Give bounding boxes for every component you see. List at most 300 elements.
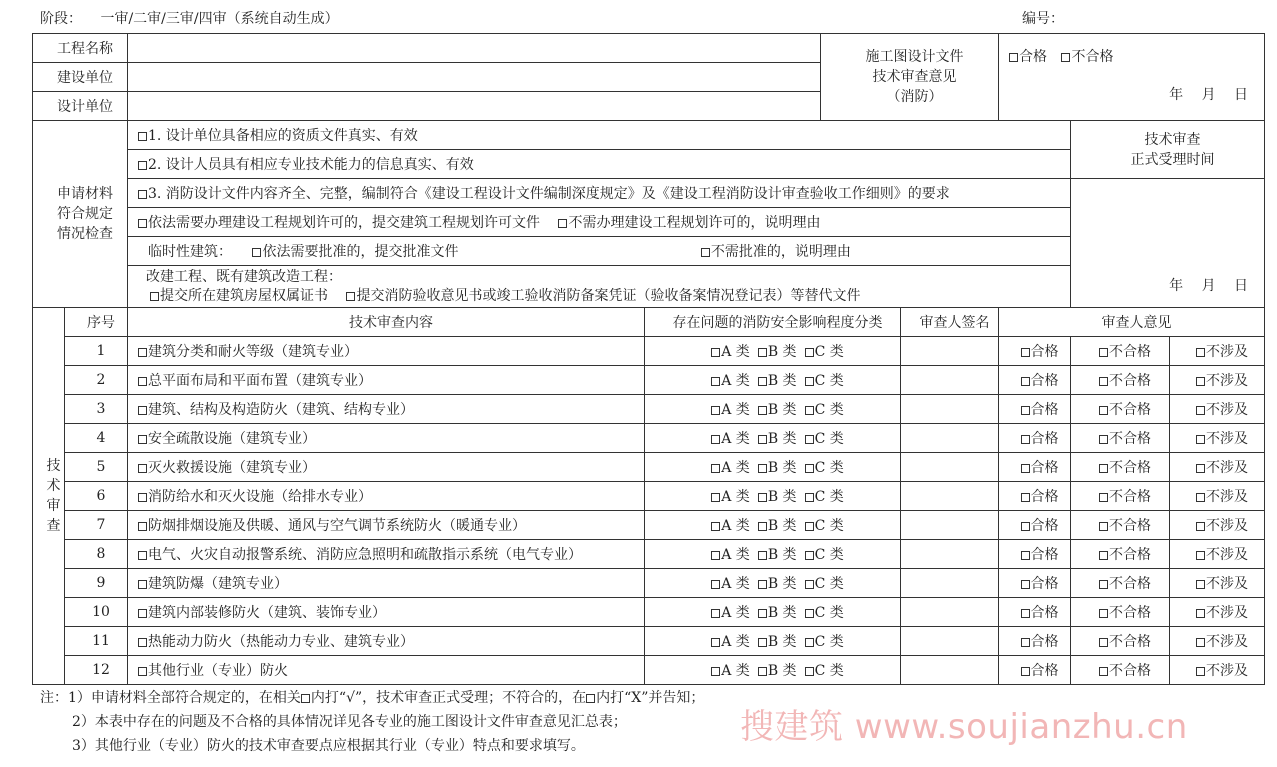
opinion-option-cell — [999, 656, 1071, 685]
row-content-text: 建筑、结构及构造防火（建筑、结构专业） — [148, 402, 414, 418]
severity-checkbox[interactable] — [711, 435, 720, 444]
opinion-label: 合格 — [1030, 605, 1059, 621]
severity-checkbox[interactable] — [805, 348, 814, 357]
builder-label: 建设单位 — [33, 63, 128, 92]
opinion-option-cell — [1071, 540, 1170, 569]
opinion-option-cell — [1170, 337, 1265, 366]
severity-checkbox[interactable] — [758, 493, 767, 502]
permit-b-text: 不需办理建设工程规划许可的，说明理由 — [568, 215, 821, 231]
note-1-part-a: 注：1）申请材料全部符合规定的，在相关 — [40, 690, 301, 706]
opinion-label: 不合格 — [1109, 373, 1152, 389]
severity-option — [805, 576, 844, 592]
opinion-label: 不涉及 — [1206, 431, 1249, 447]
builder-field[interactable] — [128, 63, 821, 92]
col-header-severity: 存在问题的消防安全影响程度分类 — [645, 308, 901, 337]
opinion-option-cell — [1170, 656, 1265, 685]
opinion-option-cell — [999, 569, 1071, 598]
accept-time-label — [1071, 121, 1265, 179]
severity-checkbox[interactable] — [805, 580, 814, 589]
severity-checkbox[interactable] — [805, 609, 814, 618]
signature-field[interactable] — [901, 569, 999, 598]
temp-a-text: 依法需要批准的，提交批准文件 — [262, 244, 459, 260]
opinion-checkbox[interactable] — [1021, 493, 1030, 502]
opinion-checkbox[interactable] — [1021, 522, 1030, 531]
row-content-text: 建筑防爆（建筑专业） — [148, 576, 288, 592]
signature-field[interactable] — [901, 627, 999, 656]
review-row — [33, 424, 1265, 453]
severity-option — [805, 344, 844, 360]
opinion-label: 不涉及 — [1206, 460, 1249, 476]
opinion-label: 不涉及 — [1206, 402, 1249, 418]
severity-label: B 类 — [767, 576, 797, 592]
opinion-option-cell — [1170, 453, 1265, 482]
content-checkbox[interactable] — [138, 580, 147, 589]
severity-checkbox[interactable] — [805, 493, 814, 502]
opinion-option-cell — [999, 453, 1071, 482]
opinion-checkbox[interactable] — [1099, 435, 1108, 444]
opinion-checkbox[interactable] — [1099, 580, 1108, 589]
severity-checkbox[interactable] — [711, 551, 720, 560]
designer-field[interactable] — [128, 92, 821, 121]
severity-option — [758, 373, 797, 389]
content-checkbox[interactable] — [138, 609, 147, 618]
opinion-checkbox[interactable] — [1099, 667, 1108, 676]
severity-cell — [645, 598, 901, 627]
opinion-checkbox[interactable] — [1196, 406, 1205, 415]
severity-option — [711, 431, 750, 447]
col-header-no: 序号 — [65, 308, 128, 337]
severity-checkbox[interactable] — [711, 464, 720, 473]
opinion-checkbox[interactable] — [1196, 348, 1205, 357]
renovation-a-text: 提交所在建筑房屋权属证书 — [160, 287, 328, 304]
opinion-option-cell — [999, 424, 1071, 453]
opinion-label: 不合格 — [1109, 460, 1152, 476]
material-1-text: 1. 设计单位具备相应的资质文件真实、有效 — [148, 128, 418, 144]
severity-cell — [645, 366, 901, 395]
opinion-checkbox[interactable] — [1021, 551, 1030, 560]
opinion-cell — [999, 34, 1265, 121]
accept-time-line-1: 技术审查 — [1144, 131, 1201, 148]
opinion-option-cell — [1170, 395, 1265, 424]
opinion-label: 合格 — [1030, 547, 1059, 563]
row-content-text: 消防给水和灭火设施（给排水专业） — [148, 489, 372, 505]
signature-field[interactable] — [901, 366, 999, 395]
severity-label: A 类 — [721, 402, 750, 418]
opinion-option-cell — [999, 366, 1071, 395]
content-checkbox[interactable] — [138, 493, 147, 502]
severity-option — [758, 344, 797, 360]
content-checkbox[interactable] — [138, 667, 147, 676]
row-number: 2 — [65, 366, 128, 395]
opinion-option-cell — [1071, 366, 1170, 395]
severity-label: B 类 — [767, 518, 797, 534]
severity-checkbox[interactable] — [805, 464, 814, 473]
row-content — [128, 511, 645, 540]
signature-field[interactable] — [901, 511, 999, 540]
stage-value: 一审/二审/三审/四审（系统自动生成） — [100, 11, 339, 27]
severity-label: C 类 — [814, 460, 844, 476]
severity-checkbox[interactable] — [758, 377, 767, 386]
pass-label: 合格 — [1019, 49, 1048, 65]
opinion-checkbox[interactable] — [1099, 522, 1108, 531]
watermark-logo: 搜建筑 www.soujianzhu.cn — [740, 707, 1188, 747]
opinion-checkbox[interactable] — [1099, 464, 1108, 473]
row-number: 7 — [65, 511, 128, 540]
opinion-checkbox[interactable] — [1196, 609, 1205, 618]
severity-cell — [645, 395, 901, 424]
opinion-checkbox[interactable] — [1021, 435, 1030, 444]
row-content — [128, 540, 645, 569]
severity-checkbox[interactable] — [758, 435, 767, 444]
col-header-opinion: 审查人意见 — [999, 308, 1265, 337]
review-side-label — [33, 308, 65, 685]
opinion-option-cell — [1170, 511, 1265, 540]
row-content — [128, 656, 645, 685]
severity-label: B 类 — [767, 460, 797, 476]
fail-checkbox[interactable] — [1061, 53, 1070, 62]
severity-option — [758, 605, 797, 621]
severity-option — [805, 460, 844, 476]
row-content — [128, 453, 645, 482]
severity-label: A 类 — [721, 489, 750, 505]
renovation-a-checkbox[interactable] — [150, 292, 159, 301]
opinion-option-cell — [1071, 511, 1170, 540]
severity-label: C 类 — [814, 634, 844, 650]
review-row — [33, 366, 1265, 395]
row-content — [128, 569, 645, 598]
review-row — [33, 337, 1265, 366]
severity-checkbox[interactable] — [805, 638, 814, 647]
severity-label: B 类 — [767, 547, 797, 563]
opinion-option-cell — [1071, 627, 1170, 656]
severity-checkbox[interactable] — [758, 609, 767, 618]
content-checkbox[interactable] — [138, 377, 147, 386]
severity-option — [711, 489, 750, 505]
severity-checkbox[interactable] — [711, 522, 720, 531]
content-checkbox[interactable] — [138, 406, 147, 415]
severity-option — [758, 518, 797, 534]
opinion-label: 不合格 — [1109, 344, 1152, 360]
row-content — [128, 598, 645, 627]
content-checkbox[interactable] — [138, 348, 147, 357]
opinion-checkbox[interactable] — [1196, 667, 1205, 676]
severity-option — [758, 431, 797, 447]
opinion-label: 不合格 — [1109, 576, 1152, 592]
row-content-text: 其他行业（专业）防火 — [148, 663, 288, 679]
note-1-part-c: 内打“X”并告知； — [596, 690, 705, 706]
opinion-checkbox[interactable] — [1021, 667, 1030, 676]
signature-field[interactable] — [901, 540, 999, 569]
opinion-option-cell — [1170, 482, 1265, 511]
review-row — [33, 569, 1265, 598]
permit-b-checkbox[interactable] — [558, 219, 567, 228]
opinion-checkbox[interactable] — [1021, 638, 1030, 647]
materials-label-line-3: 情况检查 — [57, 226, 113, 242]
signature-field[interactable] — [901, 453, 999, 482]
severity-checkbox[interactable] — [758, 638, 767, 647]
opinion-label: 不涉及 — [1206, 605, 1249, 621]
opinion-checkbox[interactable] — [1021, 580, 1030, 589]
renovation-b-checkbox[interactable] — [346, 292, 355, 301]
severity-cell — [645, 453, 901, 482]
opinion-option-cell — [1170, 366, 1265, 395]
material-2-checkbox[interactable] — [138, 161, 147, 170]
severity-option — [805, 431, 844, 447]
review-row — [33, 511, 1265, 540]
severity-checkbox[interactable] — [805, 667, 814, 676]
row-number: 9 — [65, 569, 128, 598]
opinion-label: 不合格 — [1109, 518, 1152, 534]
severity-label: A 类 — [721, 634, 750, 650]
severity-option — [711, 518, 750, 534]
severity-cell — [645, 569, 901, 598]
opinion-checkbox[interactable] — [1196, 377, 1205, 386]
severity-label: B 类 — [767, 373, 797, 389]
row-content — [128, 627, 645, 656]
severity-label: C 类 — [814, 518, 844, 534]
severity-label: B 类 — [767, 344, 797, 360]
content-checkbox[interactable] — [138, 522, 147, 531]
severity-checkbox[interactable] — [711, 638, 720, 647]
severity-option — [805, 373, 844, 389]
severity-checkbox[interactable] — [758, 580, 767, 589]
designer-label: 设计单位 — [33, 92, 128, 121]
renovation-row — [128, 266, 1071, 308]
severity-checkbox[interactable] — [711, 580, 720, 589]
accept-day-label: 日 — [1234, 278, 1249, 294]
severity-checkbox[interactable] — [805, 377, 814, 386]
row-number: 4 — [65, 424, 128, 453]
material-item-3 — [128, 179, 1071, 208]
severity-checkbox[interactable] — [758, 522, 767, 531]
severity-label: C 类 — [814, 344, 844, 360]
opinion-checkbox[interactable] — [1196, 435, 1205, 444]
opinion-checkbox[interactable] — [1099, 638, 1108, 647]
content-checkbox[interactable] — [138, 464, 147, 473]
opinion-option-cell — [1170, 569, 1265, 598]
opinion-checkbox[interactable] — [1196, 522, 1205, 531]
opinion-label: 合格 — [1030, 431, 1059, 447]
opinion-checkbox[interactable] — [1021, 406, 1030, 415]
opinion-checkbox[interactable] — [1021, 464, 1030, 473]
opinion-label: 不涉及 — [1206, 547, 1249, 563]
opinion-checkbox[interactable] — [1021, 348, 1030, 357]
note-checkbox-icon — [301, 694, 310, 703]
severity-cell — [645, 511, 901, 540]
severity-label: C 类 — [814, 576, 844, 592]
opinion-option-cell — [1071, 424, 1170, 453]
opinion-label: 合格 — [1030, 402, 1059, 418]
side-char-3: 审 — [46, 498, 61, 514]
signature-field[interactable] — [901, 598, 999, 627]
severity-cell — [645, 540, 901, 569]
opinion-label: 不合格 — [1109, 663, 1152, 679]
opinion-label: 合格 — [1030, 634, 1059, 650]
material-2-text: 2. 设计人员具有相应专业技术能力的信息真实、有效 — [148, 157, 474, 173]
renovation-label: 改建工程、既有建筑改造工程： — [146, 268, 342, 285]
severity-checkbox[interactable] — [805, 406, 814, 415]
severity-label: C 类 — [814, 663, 844, 679]
severity-label: A 类 — [721, 373, 750, 389]
fail-label: 不合格 — [1071, 49, 1114, 65]
opinion-option-cell — [1071, 337, 1170, 366]
review-row — [33, 482, 1265, 511]
row-number: 1 — [65, 337, 128, 366]
severity-label: B 类 — [767, 663, 797, 679]
severity-checkbox[interactable] — [711, 377, 720, 386]
opinion-label: 不涉及 — [1206, 518, 1249, 534]
opinion-checkbox[interactable] — [1099, 609, 1108, 618]
row-number: 6 — [65, 482, 128, 511]
opinion-option-cell — [1170, 540, 1265, 569]
opinion-label: 合格 — [1030, 576, 1059, 592]
content-checkbox[interactable] — [138, 638, 147, 647]
severity-label: A 类 — [721, 518, 750, 534]
opinion-checkbox[interactable] — [1021, 377, 1030, 386]
opinion-label: 不合格 — [1109, 547, 1152, 563]
opinion-option-cell — [999, 395, 1071, 424]
row-content-text: 灭火救援设施（建筑专业） — [148, 460, 316, 476]
signature-field[interactable] — [901, 395, 999, 424]
renovation-b-text: 提交消防验收意见书或竣工验收消防备案凭证（验收备案情况登记表）等替代文件 — [356, 287, 861, 304]
material-1-checkbox[interactable] — [138, 132, 147, 141]
severity-option — [758, 663, 797, 679]
severity-checkbox[interactable] — [758, 406, 767, 415]
severity-checkbox[interactable] — [711, 609, 720, 618]
opinion-checkbox[interactable] — [1196, 551, 1205, 560]
opinion-option-cell — [1071, 395, 1170, 424]
severity-option — [758, 634, 797, 650]
row-content-text: 建筑内部装修防火（建筑、装饰专业） — [148, 605, 386, 621]
severity-label: C 类 — [814, 547, 844, 563]
severity-option — [758, 460, 797, 476]
material-item-2 — [128, 150, 1071, 179]
opinion-label: 不合格 — [1109, 605, 1152, 621]
severity-label: A 类 — [721, 663, 750, 679]
temp-b-checkbox[interactable] — [701, 248, 710, 257]
severity-label: A 类 — [721, 431, 750, 447]
opinion-option-cell — [1071, 598, 1170, 627]
opinion-label: 合格 — [1030, 344, 1059, 360]
opinion-label: 不合格 — [1109, 431, 1152, 447]
opinion-option-cell — [999, 337, 1071, 366]
materials-label-line-2: 符合规定 — [57, 206, 113, 222]
severity-checkbox[interactable] — [711, 348, 720, 357]
opinion-label: 合格 — [1030, 489, 1059, 505]
opinion-option-cell — [1170, 598, 1265, 627]
opinion-checkbox[interactable] — [1099, 348, 1108, 357]
opinion-label: 不涉及 — [1206, 576, 1249, 592]
review-row — [33, 656, 1265, 685]
signature-field[interactable] — [901, 424, 999, 453]
severity-option — [758, 489, 797, 505]
opinion-option-cell — [1170, 424, 1265, 453]
top-section — [33, 34, 1265, 121]
opinion-checkbox[interactable] — [1099, 493, 1108, 502]
severity-checkbox[interactable] — [711, 406, 720, 415]
row-content — [128, 482, 645, 511]
severity-option — [805, 518, 844, 534]
opinion-checkbox[interactable] — [1099, 377, 1108, 386]
signature-field[interactable] — [901, 337, 999, 366]
opinion-label-line-3: （消防） — [886, 89, 943, 105]
severity-label: B 类 — [767, 605, 797, 621]
signature-field[interactable] — [901, 482, 999, 511]
row-content-text: 防烟排烟设施及供暖、通风与空气调节系统防火（暖通专业） — [148, 518, 526, 534]
signature-field[interactable] — [901, 656, 999, 685]
opinion-option-cell — [999, 598, 1071, 627]
opinion-checkbox[interactable] — [1099, 406, 1108, 415]
severity-checkbox[interactable] — [805, 435, 814, 444]
severity-label: C 类 — [814, 489, 844, 505]
severity-label: A 类 — [721, 576, 750, 592]
review-row — [33, 627, 1265, 656]
severity-checkbox[interactable] — [805, 522, 814, 531]
col-header-signature: 审查人签名 — [901, 308, 999, 337]
severity-checkbox[interactable] — [758, 667, 767, 676]
severity-label: C 类 — [814, 402, 844, 418]
project-name-field[interactable] — [128, 34, 821, 63]
material-3-checkbox[interactable] — [138, 190, 147, 199]
permit-a-checkbox[interactable] — [138, 219, 147, 228]
opinion-checkbox[interactable] — [1021, 609, 1030, 618]
severity-cell — [645, 337, 901, 366]
day-label: 日 — [1234, 87, 1249, 103]
severity-label: C 类 — [814, 605, 844, 621]
opinion-checkbox[interactable] — [1099, 551, 1108, 560]
opinion-option-cell — [1071, 482, 1170, 511]
opinion-option-cell — [1071, 453, 1170, 482]
opinion-checkbox[interactable] — [1196, 638, 1205, 647]
opinion-checkbox[interactable] — [1196, 493, 1205, 502]
severity-checkbox[interactable] — [758, 348, 767, 357]
number-label: 编号： — [1022, 11, 1064, 27]
pass-checkbox[interactable] — [1009, 53, 1018, 62]
row-content-text: 总平面布局和平面布置（建筑专业） — [148, 373, 372, 389]
content-checkbox[interactable] — [138, 435, 147, 444]
temp-a-checkbox[interactable] — [252, 248, 261, 257]
opinion-label — [821, 34, 999, 121]
opinion-label: 不涉及 — [1206, 373, 1249, 389]
severity-checkbox[interactable] — [805, 551, 814, 560]
severity-checkbox[interactable] — [758, 464, 767, 473]
side-char-2: 术 — [46, 478, 61, 494]
severity-label: A 类 — [721, 344, 750, 360]
severity-option — [711, 373, 750, 389]
month-label: 月 — [1201, 87, 1216, 103]
opinion-label: 不合格 — [1109, 489, 1152, 505]
severity-label: B 类 — [767, 402, 797, 418]
severity-cell — [645, 424, 901, 453]
accept-time-line-2: 正式受理时间 — [1130, 151, 1215, 168]
review-section — [33, 308, 1265, 685]
opinion-checkbox[interactable] — [1196, 580, 1205, 589]
opinion-option-cell — [999, 482, 1071, 511]
opinion-checkbox[interactable] — [1196, 464, 1205, 473]
severity-option — [805, 605, 844, 621]
year-label: 年 — [1169, 87, 1184, 103]
temp-b-text: 不需批准的，说明理由 — [710, 244, 851, 260]
severity-option — [805, 489, 844, 505]
row-content — [128, 424, 645, 453]
severity-checkbox[interactable] — [711, 493, 720, 502]
severity-checkbox[interactable] — [758, 551, 767, 560]
permit-row — [128, 208, 1071, 237]
row-content — [128, 395, 645, 424]
severity-checkbox[interactable] — [711, 667, 720, 676]
content-checkbox[interactable] — [138, 551, 147, 560]
materials-label-line-1: 申请材料 — [57, 186, 113, 202]
